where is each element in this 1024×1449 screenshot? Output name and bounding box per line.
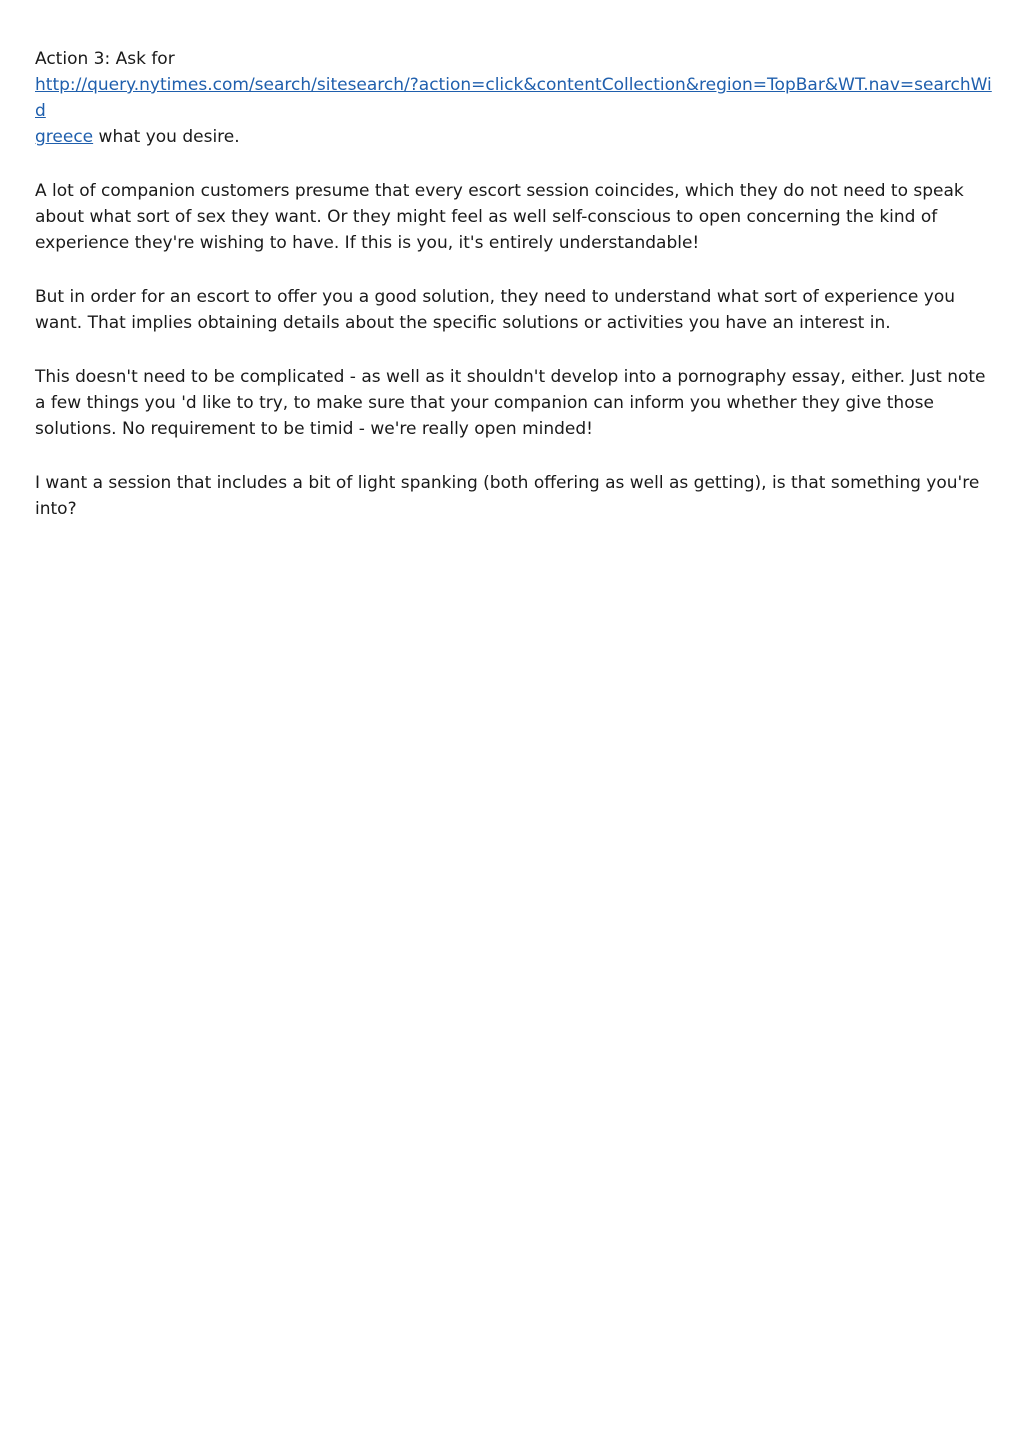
paragraph-companion-customers: A lot of companion customers presume that every escort session coincides, which they do not need to speak about what sort of sex they want. Or they might feel as well self-conscious to open concerning the kind of experience they're wishing to have. If this is you, it's entirely understandable! bbox=[35, 181, 964, 253]
paragraph-good-solution: But in order for an escort to offer you a good solution, they need to understand what sort of experience you want. That implies obtaining details about the specific solutions or activities you have an interest in. bbox=[35, 287, 956, 333]
action-3-trailing-text: what you desire. bbox=[93, 127, 240, 147]
paragraph-not-complicated: This doesn't need to be complicated - as well as it shouldn't develop into a pornography essay, either. Just note a few things you 'd like to try, to make sure that your companion can inform you whether they give those solutions. No requirement to be timid - we're really open minded! bbox=[35, 367, 986, 439]
paragraph-action-3 bbox=[35, 46, 997, 150]
document-body bbox=[35, 46, 997, 550]
link-text-line1: http://query.nytimes.com/search/sitesearch/?action=click&contentCollection&region=TopBar&WT.nav=searchWid bbox=[35, 75, 992, 121]
paragraph-session-request: I want a session that includes a bit of light spanking (both offering as well as getting), is that something you're into? bbox=[35, 473, 980, 519]
action-3-lead-text: Action 3: Ask for bbox=[35, 49, 175, 69]
link-text-line2: greece bbox=[35, 127, 94, 147]
